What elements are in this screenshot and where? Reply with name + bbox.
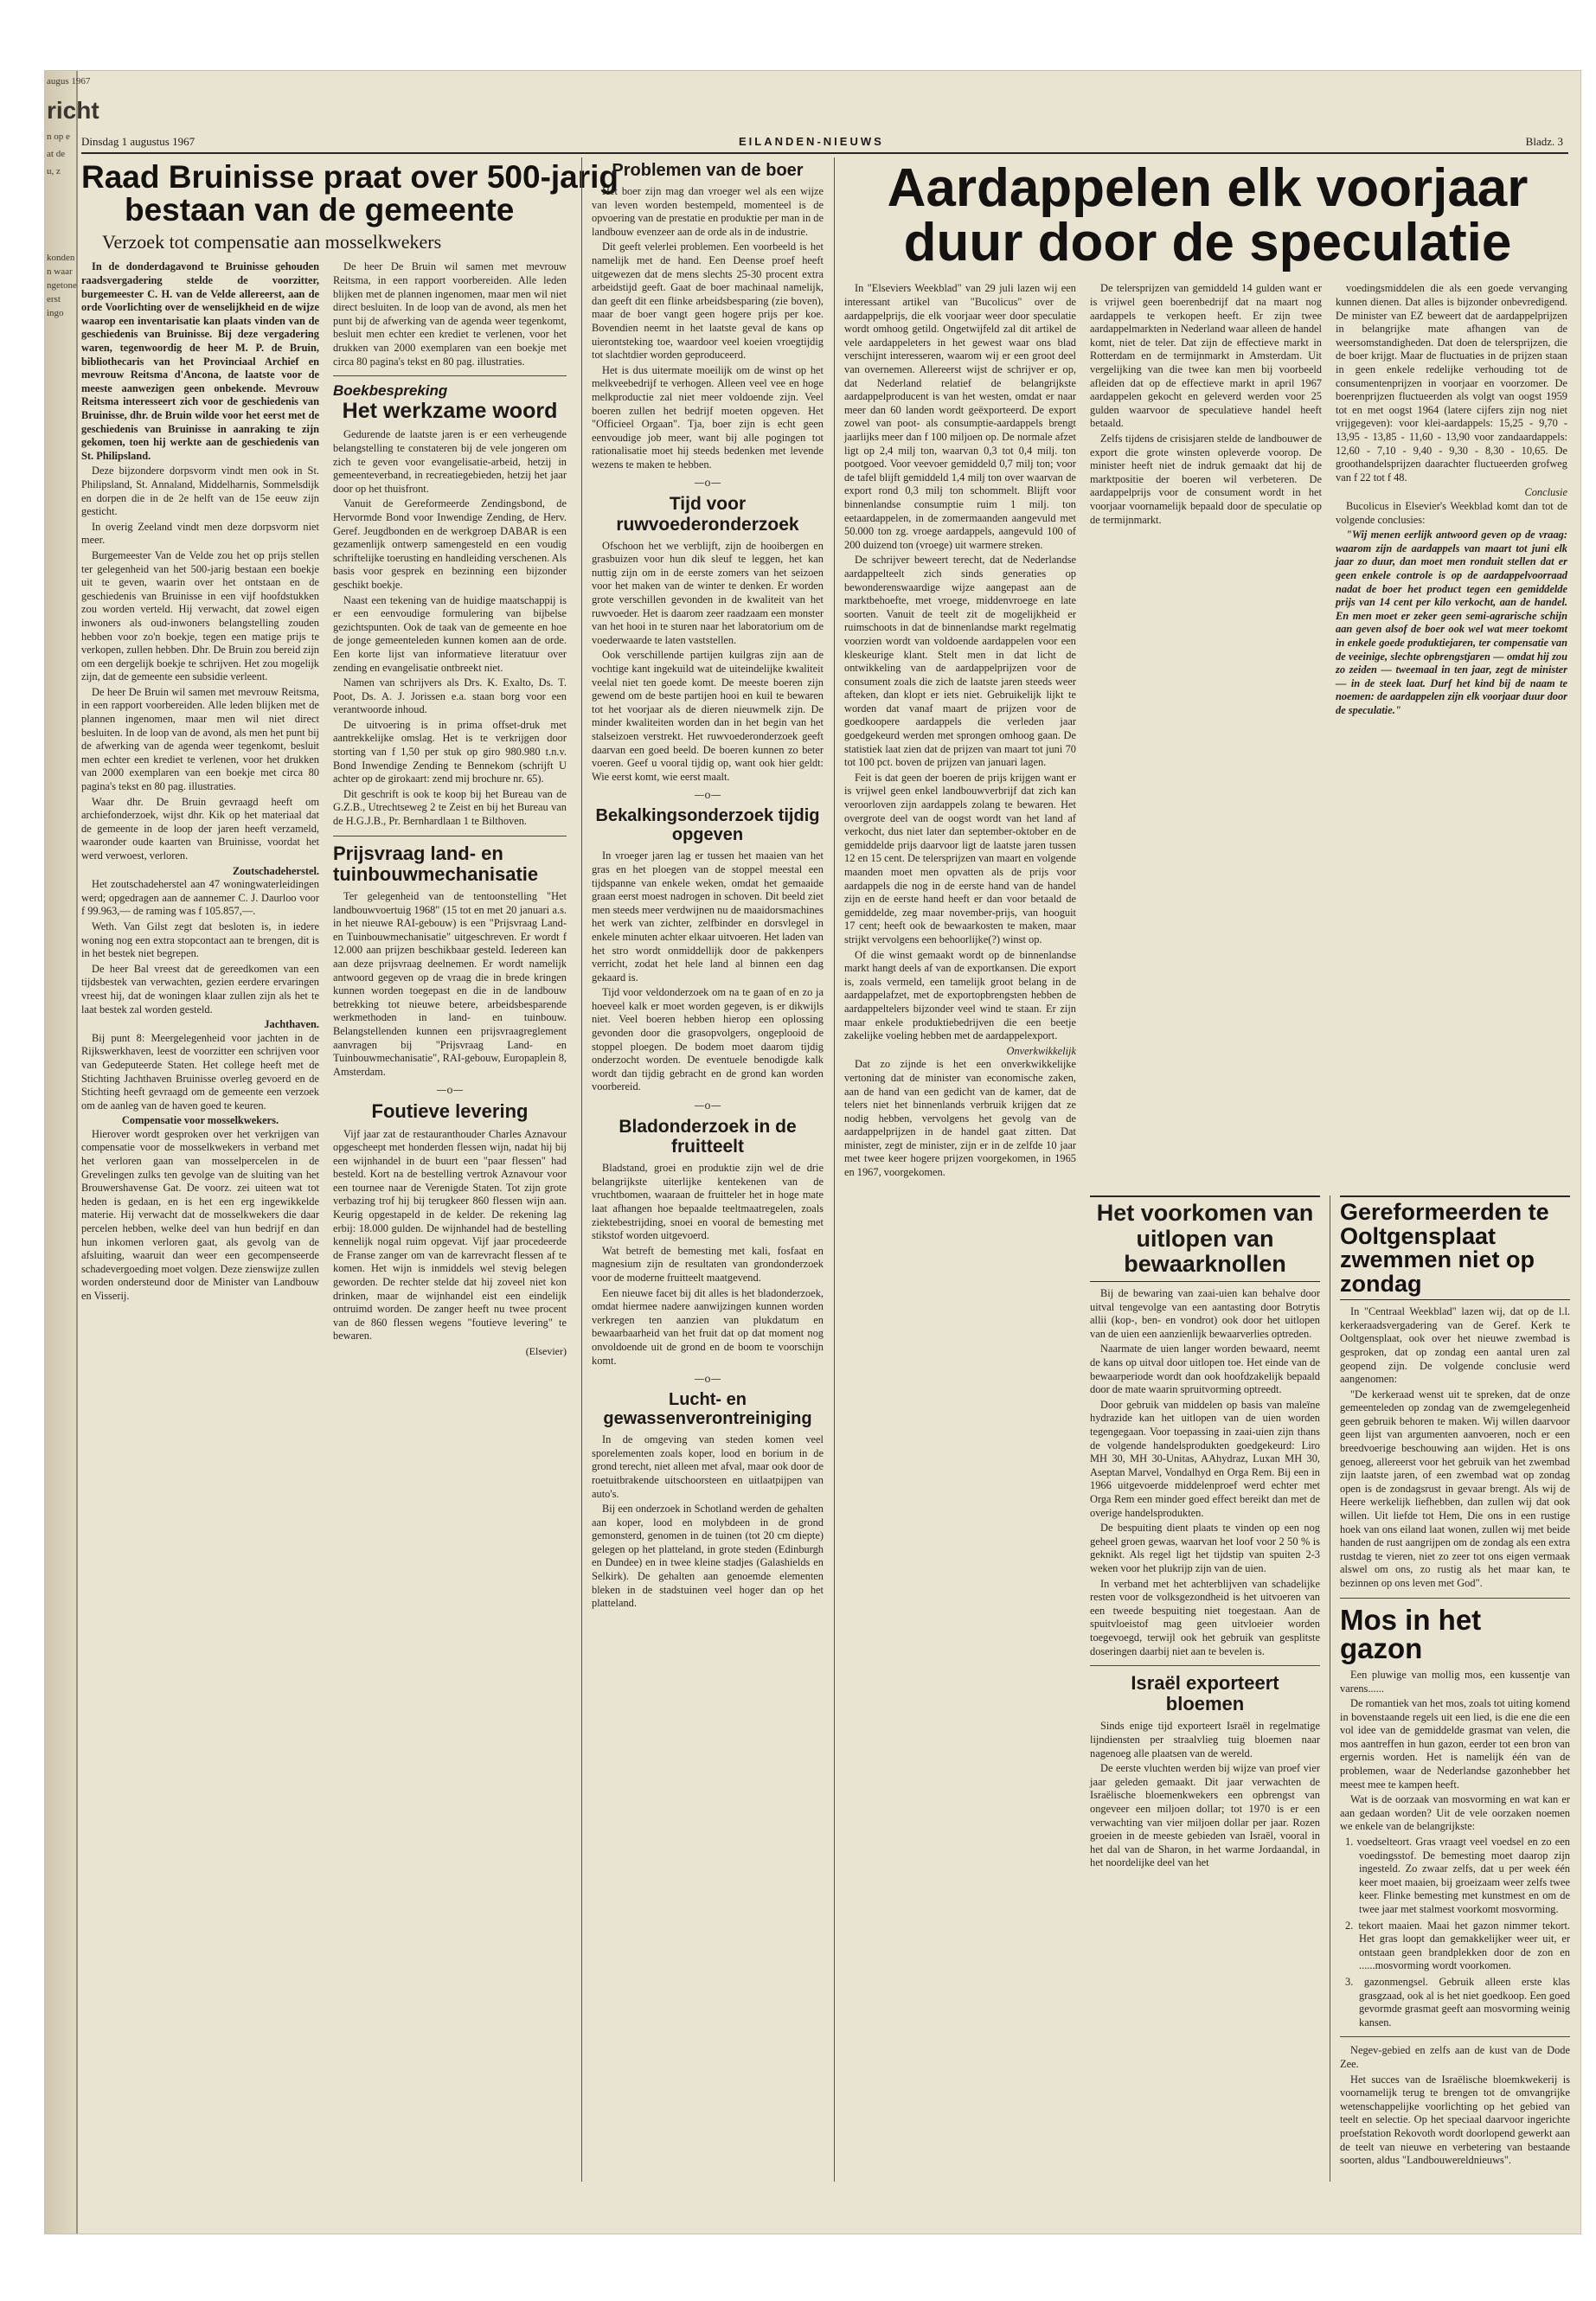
paragraph: In overig Zeeland vindt men deze dorpsvorm niet meer. <box>81 520 319 547</box>
list-item: 1. voedselteort. Gras vraagt veel voedsel en zo een voedingsstof. De bemesting moet daarop zijn ingesteld. Zo zwaar zelfs, dat u per week één keer moet maaien, bij groeizaam weer zelfs twee keer. Flinke bemesting met kunstmest en om de twee jaar met stalmest voorkomt mosvorming. <box>1345 1836 1570 1915</box>
headline: Het werkzame woord <box>342 398 558 423</box>
article-lucht <box>592 1390 824 1611</box>
paragraph: In "Centraal Weekblad" lazen wij, dat op de l.l. kerkeraadsvergadering van de Geref. Kerk te Ooltgensplaat, ook over het nieuwe zwembad is gesproken, dat op zondag een aantal uren zal geopend zijn. De volgende conclusie werd aangenomen: <box>1340 1305 1570 1386</box>
paragraph: Feit is dat geen der boeren de prijs krijgen want er is vrijwel geen enkel landbouwverbrijf dat zich kan veroorloven zijn aardappels zolang te bewaren. Het overgrote deel van de oogst wordt van het land af verkocht, dus niet later dan september-oktober en de gemiddelde prijs daarvoor ligt de laatste jaren tussen 12 en 15 cent. De telersprijzen van maart en volgende maanden moet men opvatten als de prijs voor aardappels die nog in de eerste hand van de handel zijn en de eerste hand heeft er dan voor betaald de gemiddelde, zeg maar november-prijs, van hooguit 17 cent; heeft ook de bewaarkosten te maken, maar strijkt vervolgens een behoorlijke(?) winst op. <box>844 771 1076 945</box>
paragraph: Zelfs tijdens de crisisjaren stelde de landbouwer de export die grote winsten opleverde voorop. De minister heeft niet de indruk gemaakt dat hij de marktpositie der boeren wil verbeteren. De aardappelprijs voor de consument wordt in het voorjaar voornamelijk bepaald door de speculatie op de termijnmarkt. <box>1090 433 1322 526</box>
paragraph: Ook verschillende partijen kuilgras zijn aan de vochtige kant ingekuild wat de uiteindelijke kwaliteit veelal niet ten goede komt. De meeste boeren zijn gewend om de beste partijen hooi en kuil te bewaren tot het voorjaar als de dieren nieuwmelk zijn. De minder kwaliteiten worden dan in het begin van het stalseizoen verstrekt. Het ruwvoederonderzoek geeft daarvan een goed beeld. De boeren kunnen zo beter voeren. Geef u vooral tijdig op, want ook hier geldt: Wie eerst komt, wie eerst maalt. <box>592 649 824 783</box>
headline: Gereformeerden te Ooltgensplaat zwemmen niet op zondag <box>1340 1199 1549 1297</box>
article-column <box>844 282 1076 1181</box>
paragraph: Ofschoon het we verblijft, zijn de hooibergen en grasbuizen voor hun dik sleuf te leggen, het kan nuttig zijn om in de eerste zomers van het seizoen voor het maken van de winter te denken. Er worden grote verschillen gevonden in de kwaliteit van het ruwvoeder. Het is daarom zeer raadzaam een monster van het hooi in te sturen naar het laboratorium om de voederwaarde te laten vaststellen. <box>592 539 824 646</box>
article-column <box>1090 282 1322 1181</box>
paragraph: Burgemeester Van de Velde zou het op prijs stellen ter gelegenheid van het 500-jarig bestaan een boekje uit te geven, waarin over het ontstaan en de geschiedenis van Bruinisse in een vijf hoofdstukken zou worden verteld. Hij verwacht, dat zowel eigen inwoners als oud-inwoners belangstelling zouden hebben voor zo'n boekje, tegen een matige prijs te verkopen, zullen hebben. Dhr. De Bruin zou bereid zijn om een dergelijk boekje te schrijven. Het zou mogelijk zijn, dat de gemeente een subsidie verleent. <box>81 548 319 683</box>
article-boekbespreking <box>333 383 567 828</box>
list-item: 2. tekort maaien. Maai het gazon nimmer tekort. Het gras loopt dan gemakkelijker weer uit, er ontstaan geen brandplekken door de zon en ......mosvorming wordt voorkomen. <box>1345 1919 1570 1972</box>
list-item: 3. gazonmengsel. Gebruik alleen erste klas grasgzaad, ook al is het niet goedkoop. Een goed gevormde grasmat geeft aan mosvorming weinig kansen. <box>1345 1975 1570 2029</box>
paragraph: Bij de bewaring van zaai-uien kan behalve door uitval tengevolge van een aantasting door Botrytis allii (kop-, ben- en vondrot) ook door het uitlopen van de uien een aanzienlijk bewaarverlies optreden. <box>1090 1287 1320 1340</box>
paragraph: De heer De Bruin wil samen met mevrouw Reitsma, in een rapport voorbereiden. Alle leden blijken met de plannen ingenomen, maar men wil niet direct besluiten. In de loop van de avond, als men het punt bij de afwerking van de agenda weer tegenkomt, besluit men echter een krediet te verlenen, voor het drukken van 2000 exemplaren van een boekje met circa 80 pagina's tekst en 80 pag. illustraties. <box>333 260 567 368</box>
headline: Foutieve levering <box>371 1100 529 1123</box>
subheading: Compensatie voor mosselkwekers. <box>121 1114 279 1127</box>
paragraph: De schrijver beweert terecht, dat de Nederlandse aardappelteelt zich sinds generaties op bewonderenswaardige wijze aangepast aan de marktbehoefte, met vroege, middenvroege en late soorten. Vanuit de teelt zit de mogelijkheid er ruimschoots in dat de binnenlandse markt regelmatig voorzien wordt van voldoende aardappelen voor een kleskeurige klant. Stelt men in dat licht de ontwikkeling van de aardappelprijzen voor de consument zoals die zich de laatste jaren steeds weer afteken, dan klopt er iets niet. Gebruikelijk lijkt te worden dat vanaf maart de prijzen voor de goedkoopere aardappels die verleden jaar goedgekeurd werden met sprongen omhoog gaan. De statistiek laat zien dat de prijzen van maart tot juni 70 tot 100 pct. boven de prijzen van januari lagen. <box>844 554 1076 769</box>
paragraph: Weth. Van Gilst zegt dat besloten is, in iedere woning nog een extra stopcontact aan te brengen, dit is in het bestek niet begrepen. <box>81 920 319 960</box>
paragraph: Het boer zijn mag dan vroeger wel als een wijze van leven worden bestempeld, momenteel is de opvoering van de prestatie en produktie per man in de landbouw evenzeer aan de orde als in de industrie. <box>592 185 824 238</box>
paragraph: De romantiek van het mos, zoals tot uiting komend in bovenstaande regels uit een lied, is die ene die een vol idee van de gemiddelde grasmat van velen, die mos aantreffen in hun gazon, eerder tot een bron van ergernis worden. Het is namelijk één van de problemen, waar de Nederlandse gazonhebber het meest mee te kampen heeft. <box>1340 1697 1570 1791</box>
paragraph: Wat betreft de bemesting met kali, fosfaat en magnesium zijn de resultaten van grondonderzoek voor de moderne fruitteelt maatgevend. <box>592 1244 824 1284</box>
headline: bestaan van de gemeente <box>125 191 515 228</box>
article-levering <box>333 1101 567 1358</box>
header-rule <box>81 152 1568 154</box>
article-column: De heer De Bruin wil samen met mevrouw Reitsma, in een rapport voorbereiden. Alle leden blijken met de plannen ingenomen, maar men wil niet direct besluiten. In de loop van de avond, als men het punt bij de afwerking van de agenda weer tegenkomt, besluit men echter een krediet te verlenen, voor het drukken van 2000 exemplaren van een boekje met circa 80 pagina's tekst en 80 pag. illustraties. Boekbespreking Het werkzame woord Gedurende de laatste jaren is er een verheugende belangstelling te constateren bij de vele jongeren om zich te geven voor evangelisatie-arbeid, hetzij in gemeenteverband, in recreatiegebieden, hetzij het jaar door op het thuisfront. Vanuit de Gereformeerde Zendingsbond, de Hervormde Bond voor Inwendige Zending, de Herv. Geref. Jeugdbonden en de werkgroep DABAR is een gezamenlijk ontwerp samengesteld en een voudig schriftelijke toerusting en handleiding verschenen. Als basis voor gesprek en bezinning een bijzonder geschikt boekje. Naast een tekening van de huidige maatschappij is er een eenvoudige formulering van bijbelse gezichtspunten. Ook de taak van de gemeente en hoe de jonge gemeenteleden kunnen komen aan de orde. Een korte lijst van informatieve literatuur over zending en evangelisatie ontbreekt niet. Namen van schrijvers als Drs. K. Exalto, Ds. T. Poot, Ds. A. J. Jorissen e.a. staan borg voor een verantwoorde inhoud. De uitvoering is in prima offset-druk met aantrekkelijke omslag. Het is te verkrijgen door storting van f 1,50 per stuk op giro 980.980 t.n.v. Bond Inwendige Zending te Bennekom (schrijft U achter op de girokaart: zend mij brochure nr. 65). Dit geschrift is ook te koop bij het Bureau van de G.Z.B., Utrechtseweg 2 te Zeist en bij het Bureau van de H.G.J.B., Pr. Bernhardlaan 1 te Bilthoven. Prijsvraag land- en tuinbouwmechanisatie Ter gelegenheid van de tentoonstelling "Het landbouwvoertuig 1968" (15 tot en met 20 januari a.s. in het nieuwe RAI-gebouw) is een "Prijsvraag Land- en Tuinbouwmechanisatie" uitgeschreven. Er wordt f 12.000 aan prijzen beschikbaar gesteld. Iedereen kan aan deze prijsvraag deelnemen. Er wordt namelijk antwoord gegeven op de vraag die in brede kringen kunnen worden toegepast en die in de landbouw betrekking tot nieuwe betere, arbeidsbesparende werkmethoden in land- en tuinbouw. Belangstellenden kunnen een prijsvraagreglement aanvragen bij "Prijsvraag Land- en Tuinbouwmechanisatie", RAI-gebouw, Europaplein 8, Amsterdam. —o— Foutieve levering Vijf jaar zat de restauranthouder Charles Aznavour opgescheept met honderden flessen wijn, nadat hij bij een wijnhandel in de buurt een "paar flessen" had besteld. Kort na de bestelling vertrok Aznavour voor een tournee naar de Verenigde Staten. Tot zijn grote verbazing trof hij bij terugkeer 860 flessen wijn aan. Keurig opgestapeld in de kelder. De rekening lag erbij: 18.000 gulden. De wijnhandel had de bestelling kennelijk nogal ruim opgevat. Vijf jaar procedeerde de Franse zanger om van de karrevracht flessen af te komen. Het wijn is inmiddels wel stevig belegen geworden. De rechter stelde dat hij zoveel niet kon drinken, maar de wijnhandel eist een eindelijk ontruimd worden. De zanger heeft nu twee procent van de 860 flessen wegens "foutieve levering" te bewaren. (Elsevier) <box>333 260 567 1357</box>
headline: Aardappelen elk voorjaar <box>887 158 1529 218</box>
headline: Raad Bruinisse praat over 500-jarig <box>81 159 619 195</box>
article-aardappelen <box>844 158 1571 1182</box>
article-israel <box>1090 1673 1320 1870</box>
subheading: Conclusie <box>1524 486 1567 499</box>
paragraph: Het is dus uitermate moeilijk om de winst op het melkveebedrijf te verhogen. Alleen veel vee en hoge melkproductie zal niet meer voldoende zijn. Veel boeren zullen het bedrijf moeten opgeven. Het "Officieel Orgaan". Tja, boer zijn is echt geen eenvoudige job meer, want bij alle pogingen tot rationalisatie moet hij steeds bedenken met levende wezens te maken te hebben. <box>592 363 824 471</box>
newspaper-page <box>45 71 1580 2234</box>
paragraph: Dit geeft velerlei problemen. Een voorbeeld is het namelijk met de hand. Een Deense proef heeft uitgewezen dat de mens slechts 25-30 procent extra arbeidstijd geeft. Gaat de boer machinaal namelijk, dan geeft dit een flinke arbeidsbesparing (zie boven), maar de boer vangt geen hogere prijs per koe. Bovendien neemt in het laatste geval de kans op uierontsteking toe, waardoor veel koeien vroegtijdig tot slachtdier worden geproduceerd. <box>592 240 824 362</box>
article-mos <box>1340 1603 1570 2030</box>
article-column <box>1336 282 1567 1181</box>
paragraph: Bij punt 8: Meergelegenheid voor jachten in de Rijkswerkhaven, leest de voorzitter een schrijven voor van Gedeputeerde Staten. Het college heeft met de Stichting Jachthaven Bruinisse overleg gevoerd en de Stichting heeft gevraagd om de gemeente een verzoek om de aanleg van de haven goed te keuren. <box>81 1031 319 1112</box>
paragraph: De eerste vluchten werden bij wijze van proef vier jaar geleden gemaakt. Dit jaar verwachten de Israëlische bloemenkwekers een opbrengst van ongeveer een miljoen dollar; tot 1970 is er een verwachting van vier miljoen dollar per jaar. Rozen groeien in de meeste gebieden van Israël, vooral in het dal van de Sharon, in het warme Jordaandal, in het noordelijke deel van het <box>1090 1762 1320 1869</box>
headline: duur door de speculatie <box>903 213 1512 273</box>
article-boeren <box>592 161 824 471</box>
prev-page-line: erst <box>47 294 61 304</box>
article-column <box>81 260 319 1358</box>
prev-page-line: u, z <box>47 166 61 176</box>
paragraph: "De kerkeraad wenst uit te spreken, dat de onze gemeenteleden op zondag van de zwemgelegenheid geen gebruik behoren te maken. Wij willen daarvoor geen lijst van argumenten aanvoeren, noch er een breedvoerige beschouwing aan wijden. Het is ons genoeg, allereerst voor het gebruik van het zwembad zijn laatste jaren, of een zwembad wat op zondag open is de zondagsrust in gevaar brengt. Als wij de Heere werkelijk liefhebben, dan zullen wij dat ook willen. Uit liefde tot Hem, Die ons in een rustige hoek van ons eiland laat wonen, zullen wij met beide handen de rust aangrijpen om de zondag als een extra rustdag te vieren, niet zo zeer tot ons eigen vermaak alswel om ons, zo rustig als het maar kan, te bezinnen op ons leven met God". <box>1340 1388 1570 1589</box>
paragraph: De bespuiting dient plaats te vinden op een nog geheel groen gewas, waarvan het loof voor 2 50 % is geknikt. Als regel ligt het tijdstip van spuiten 2-3 weken voor het plukrijp zijn van de uien. <box>1090 1522 1320 1574</box>
article-bladonderzoek <box>592 1117 824 1368</box>
article-bladziekte <box>1340 2044 1570 2167</box>
article-bruinisse <box>81 159 619 1358</box>
subheadline: Verzoek tot compensatie aan mosselkwekers <box>102 231 442 253</box>
paragraph: Of die winst gemaakt wordt op de binnenlandse markt hangt deels af van de exportkansen. Die export is, zoals vermeld, een tamelijk groot belang in de aardappelafzet, met de exportopbrengsten hebben de aardappeltelers bijzonder veel wind te staan. Er zijn maar enkele produktiebedrijven die een beetje zakelijke voeling hebben met de aardappelexport. <box>844 948 1076 1042</box>
article-ruwvoeder <box>592 494 824 784</box>
paragraph: De uitvoering is in prima offset-druk met aantrekkelijke omslag. Het is te verkrijgen door storting van f 1,50 per stuk op giro 980.980 t.n.v. Bond Inwendige Zending te Bennekom (schrijft U achter op de girokaart: zend mij brochure nr. 65). <box>333 718 567 785</box>
paragraph: Gedurende de laatste jaren is er een verheugende belangstelling te constateren bij de vele jongeren om zich te geven voor evangelisatie-arbeid, hetzij in gemeenteverband, in recreatiegebieden, hetzij het jaar door op het thuisfront. <box>333 428 567 495</box>
article-gereformeerden <box>1340 1195 1570 2170</box>
prev-page-line: ingo <box>47 308 64 318</box>
paragraph: In verband met het achterblijven van schadelijke resten voor de volksgezondheid is het uitvoeren van een tweede bespuiting niet toegestaan. Aan de spuitvloeistof mag geen uitvloeier worden toegevoegd, terwijl ook het gebruik van gesplitste doseringen daarbij niet aan te bevelen is. <box>1090 1577 1320 1657</box>
paragraph: Waar dhr. De Bruin gevraagd heeft om archiefonderzoek, wijst dhr. Kik op het materiaal dat de gemeente in de loop der jaren heeft verzameld, waaronder oude kaarten van Bruinisse, voordat het werd verwoest, verloren. <box>81 795 319 862</box>
kicker: Boekbespreking <box>333 382 448 400</box>
article-voorkomen <box>1090 1195 1320 1872</box>
prev-page-line: n op e <box>47 131 70 142</box>
subheading: Zoutschadeherstel. <box>232 864 319 877</box>
paragraph: De heer De Bruin wil samen met mevrouw Reitsma, in een rapport voorbereiden. Alle leden blijken met de plannen ingenomen, maar men wil niet direct besluiten. In de loop van de avond, als men het punt bij de afwerking van de agenda weer tegenkomt, besluit men echter een krediet te verlenen, voor het drukken van 2000 exemplaren van een boekje met circa 80 pagina's tekst en 80 pag. illustraties. <box>81 685 319 793</box>
paragraph: Vanuit de Gereformeerde Zendingsbond, de Hervormde Bond voor Inwendige Zending, de Herv. Geref. Jeugdbonden en de werkgroep DABAR is een gezamenlijk ontwerp samengesteld en een voudig schriftelijke toerusting en handleiding verschenen. Als basis voor gesprek en bezinning een bijzonder geschikt boekje. <box>333 497 567 591</box>
paragraph: Dat zo zijnde is het een onverkwikkelijke vertoning dat de minister van economische zaken, aan de hand van een gedicht van de kamer, dat de telers niet het binnenlands verbruik krijgen dat ze nodig hebben, vervolgens het gevolg van de aardappelprijzen in de handel gaat zitten. Dat minister, zegt de minister, zijn er in de zelfde 10 jaar met twee keer hogere prijzen voorgekomen, in 1965 en 1967, voorgekomen. <box>844 1058 1076 1179</box>
paragraph: Dit geschrift is ook te koop bij het Bureau van de G.Z.B., Utrechtseweg 2 te Zeist en bij het Bureau van de H.G.J.B., Pr. Bernhardlaan 1 te Bilthoven. <box>333 787 567 828</box>
paragraph: Een pluwige van mollig mos, een kussentje van varens...... <box>1340 1668 1570 1695</box>
prev-page-line: richt <box>47 97 99 124</box>
headline: Lucht- en gewassenverontreiniging <box>603 1390 812 1429</box>
paragraph: De telersprijzen van gemiddeld 14 gulden want er is vrijwel geen boerenbedrijf dat na maart nog aardappels te verkopen heeft. Er zijn twee aardappelmarkten in Nederland waar alleen de handel komt, niet de teler. Dat zijn de effectieve markt in Rotterdam en de termijnmarkt in Amsterdam. Uit vergelijking van die twee kan men bij voorbeeld afleiden dat op de effectieve markt in april 1967 aardappelen gekocht en geleverd werden voor 25 gulden waarvoor de speculatieve handel heeft betaald. <box>1090 282 1322 430</box>
subheading: Jachthaven. <box>264 1018 319 1031</box>
headline: Mos in het gazon <box>1340 1603 1482 1665</box>
article-bekalking <box>592 806 824 1094</box>
paragraph: Namen van schrijvers als Drs. K. Exalto, Ds. T. Poot, Ds. A. J. Jorissen e.a. staan borg voor een verantwoorde inhoud. <box>333 676 567 716</box>
paragraph: Wat is de oorzaak van mosvorming en wat kan er aan gedaan worden? Uit de vele oorzaken noemen we enkele van de belangrijkste: <box>1340 1793 1570 1833</box>
paragraph: Tijd voor veldonderzoek om na te gaan of en zo ja hoeveel kalk er moet worden gegeven, is er dikwijls niet. Veel boeren hebben hierop een oplossing gevonden door die grasopvolgers, ongeplooid de stoppel ploegen. De bodem moet daarom tijdig onderzocht worden. De eventuele benodigde kalk wordt dan tijdig gebracht en de grond kan worden voorbereid. <box>592 986 824 1093</box>
prev-page-line: ngetone <box>47 280 77 291</box>
paragraph: Bladstand, groei en produktie zijn wel de drie belangrijkste uiterlijke kentekenen van de vruchtbomen, waaraan de fruitteler het in hoge mate laat afhangen hoe bepaalde teeltmaatregelen, zoals ziektebestrijding, snoei en vooral de bemesting met stikstof worden uitgevoerd. <box>592 1162 824 1242</box>
paragraph: In "Elseviers Weekblad" van 29 juli lazen wij een interessant artikel van "Bucolicus" over de aardappelprijs, die elk voorjaar weer door speculatie wordt omhoog getild. Ongetwijfeld zal dit artikel de vele aardappeleters in het gewest waar ons blad verschijnt interesseren, waarom wij er een groot deel van overnemen. Allereerst wijst de schrijver er op, dat Nederland relatief de belangrijkste aardappelproducent is van het westen, omdat er naar meer dan 60 landen wordt geëxporteerd. De export zowel van poot- als consumptie-aardappels brengt jaarlijks meer dan f 100 miljoen op. De normale afzet ligt op 2,4 milj ton, waarvan 0,3 tot 0,4 milj. ton pootgoed. Voor veevoer gemiddeld 0,7 milj ton; voor de tafel blijft gemiddeld 1,4 milj ton over waarvan de export rond 0,3 milj ton schommelt. Blijft voor binnenlandse consumptie ruim 1 milj. ton eetaardappelen, in de zomermaanden aangevuld met 50.000 ton zg. vroege aardappels, aangevuld 100 of 200 duizend ton (vroege) uit warmere streken. <box>844 282 1076 551</box>
paragraph: Sinds enige tijd exporteert Israël in regelmatige lijndiensten per straalvlieg tuig bloemen naar nagenoeg alle plaatsen van de wereld. <box>1090 1720 1320 1759</box>
column-rule <box>834 157 835 2182</box>
paragraph: Het zoutschadeherstel aan 47 woningwaterleidingen werd; opgedragen aan de aannemer C. J. Daurloo voor f 99.963,— de raming was f 105.857,—. <box>81 878 319 918</box>
headline: Israël exporteert bloemen <box>1131 1672 1279 1715</box>
prev-page-line: at de <box>47 149 66 159</box>
prev-page-line: konden <box>47 253 75 263</box>
headline: Prijsvraag land- en tuinbouwmechanisatie <box>333 842 539 885</box>
subheading: Onverkwikkelijk <box>1006 1044 1076 1057</box>
paragraph: voedingsmiddelen die als een goede vervanging kunnen dienen. Dat alles is bijzonder onbevredigend. De minister van EZ beweert dat de aardappelprijzen in belangrijke mate afhangen van de weersomstandigheden. Dat doen de telersprijzen, die de boer krijgt. Maar de fluctuaties in de prijzen staan in geen enkele redelijke verhouding tot de consumentenprijzen in voorjaar en voorzomer. De boerenprijzen fluctueerden als volgt van oogst 1959 tot en met oogst 1964 (latere cijfers zijn nog niet vrijgegeven): voor klei-aardappels: 15,25 - 9,70 - 13,95 - 13,85 - 11,60 - 13,90 voor zandaardappels: 12,60 - 7,10 - 9,40 - 9,30 - 8,30 - 10,65. De groothandelsprijzen daarachter fluctueerden grofweg van f 22 tot f 48. <box>1336 282 1567 484</box>
column-farming: Problemen van de boer Het boer zijn mag dan vroeger wel als een wijze van leven worden bestempeld, momenteel is de opvoering van de prestatie en produktie per man in de landbouw evenzeer aan de orde als in de industrie. Dit geeft velerlei problemen. Een voorbeeld is het namelijk met de hand. Een Deense proef heeft uitgewezen dat de mens slechts 25-30 procent extra arbeidstijd geeft. Gaat de boer machinaal namelijk, dan geeft dit een flinke arbeidsbesparing (zie boven), maar de boer vangt geen hogere prijs per koe. Bovendien neemt in het laatste geval de kans op uierontsteking toe, waardoor veel koeien vroegtijdig tot slachtdier worden geproduceerd. Het is dus uitermate moeilijk om de winst op het melkveebedrijf te verhogen. Alleen veel vee en hoge melkproductie zal niet meer voldoende zijn. Veel boeren zullen het bedrijf moeten opgeven. Het "Officieel Orgaan". Tja, boer zijn is echt geen eenvoudige job meer, want bij alle pogingen tot rationalisatie moet hij steeds bedenken met levende wezens te maken te hebben. —o— Tijd voor ruwvoederonderzoek Ofschoon het we verblijft, zijn de hooibergen en grasbuizen voor hun dik sleuf te leggen, het kan nuttig zijn om in de eerste zomers van het seizoen voor het maken van de winter te denken. Er worden grote verschillen gevonden in de kwaliteit van het ruwvoeder. Het is daarom zeer raadzaam een monster van het hooi in te sturen naar het laboratorium om de voederwaarde te laten vaststellen. Ook verschillende partijen kuilgras zijn aan de vochtige kant ingekuild wat de uiteindelijke kwaliteit veelal niet ten goede komt. De meeste boeren zijn gewend om de beste partijen hooi en kuil te bewaren tot het voorjaar als de dieren nieuwmelk zijn. De minder kwaliteiten worden dan in het begin van het stalseizoen verstrekt. Het ruwvoederonderzoek geeft daarvan een goed beeld. De boeren kunnen zo beter voeren. Geef u vooral tijdig op, want ook hier geldt: Wie eerst komt, wie eerst maalt. —o— Bekalkingsonderzoek tijdig opgeven In vroeger jaren lag er tussen het maaien van het gras en het ploegen van de stoppel meestal een tijdspanne van enkele weken, omdat het gemaaide graan eerst moest nadrogen in schoven. Dit beeld ziet men steeds meer verdwijnen nu de maaidorsmachines het werk van zichter, zelfbinder en dorsvlegel in enkele minuten achter elkaar uitvoeren. Het laden van het stro wordt onmiddellijk door de pakkenpers verricht, zodat het hele land al binnen een dag gekaard is. Tijd voor veldonderzoek om na te gaan of en zo ja hoeveel kalk er moet worden gegeven, is er dikwijls niet. Veel boeren hebben hierop een oplossing gevonden door die grasopvolgers, ongeplooid de stoppel ploegen. De bodem moet daarom tijdig onderzocht worden. De eventuele benodigde kalk wordt dan tijdig gebracht en de grond kan worden voorbereid. —o— Bladonderzoek in de fruitteelt Bladstand, groei en produktie zijn wel de drie belangrijkste uiterlijke kentekenen van de vruchtbomen, waaraan de fruitteler het in hoge mate laat afhangen hoe bepaalde teeltmaatregelen, zoals ziektebestrijding, snoei en vooral de bemesting met stikstof worden uitgevoerd. Wat betreft de bemesting met kali, fosfaat en magnesium zijn de resultaten van grondonderzoek voor de moderne fruitteelt maatgevend. Een nieuwe facet bij dit alles is het bladonderzoek, omdat hiermee nadere aanwijzingen kunnen worden verkregen ten aanzien van plukdatum en bewaarbaarheid van het fruit dat op dat moment nog onvoldoende uit de grond en de boom te voorschijn komt. —o— Lucht- en gewassenverontreiniging In de omgeving van steden komen veel sporelementen zoals koper, lood en borium in de grond terecht, niet alleen met afval, maar ook door de roetuitbrakende uitschoorsteen en uitlaatpijpen van auto's. Bij een onderzoek in Schotland werden de gehalten aan koper, lood en molybdeen in de grond gemonsterd, genomen in de tuinen (tot 20 cm diepte) gelegen op het platteland, in grote steden (Edinburgh en Dundee) en in twee kleine stadjes (Galashields en Selkirk). De gehalten aan genoemde elementen bleken in de stadstuinen veel hoger dan op het platteland. <box>592 161 824 1610</box>
page-content <box>81 71 1580 2234</box>
article-prijsvraag <box>333 843 567 1080</box>
headline: Het voorkomen van uitlopen van bewaarknollen <box>1096 1200 1314 1278</box>
paragraph: In vroeger jaren lag er tussen het maaien van het gras en het ploegen van de stoppel meestal een tijdspanne van enkele weken, omdat het gemaaide graan eerst moest nadrogen in schoven. Dit beeld ziet men steeds meer verdwijnen nu de maaidorsmachines het werk van zichter, zelfbinder en dorsvlegel in enkele minuten achter elkaar uitvoeren. Het laden van het stro wordt onmiddellijk door de pakkenpers verricht, zodat het hele land al binnen een dag gekaard is. <box>592 849 824 984</box>
column-rule <box>581 157 582 2182</box>
source: (Elsevier) <box>525 1345 567 1357</box>
paragraph: Door gebruik van middelen op basis van maleïne hydrazide kan het uitlopen van de uien worden tegengegaan. Voor toepassing in zaai-uien zijn thans de volgende handelsprodukten goedgekeurd: Liro MH 30, MH 30-Unitas, AAhydraz, Luxan MH 30, Aseptan Marvel, Vondalhyd en Orga Rem. Bij een in 1966 uitgevoerde middelenproef werd echter met Orga Rem een minder goed effect bereikt dan met de overige handelsprodukten. <box>1090 1398 1320 1519</box>
headline: Tijd voor ruwvoederonderzoek <box>616 494 799 535</box>
paragraph: Deze bijzondere dorpsvorm vindt men ook in St. Philipsland, St. Annaland, Middelharnis, Sommelsdijk en dorpen die in de 2e helft van de 15e eeuw zijn gesticht. <box>81 465 319 518</box>
paragraph: Naarmate de uien langer worden bewaard, neemt de kans op uitval door uitlopen toe. Het einde van de bewaarperiode wordt dan ook hoofdzakelijk bepaald door de mate waarin spruitvorming optreedt. <box>1090 1343 1320 1396</box>
prev-page-line: n waar <box>47 266 73 277</box>
paragraph: De heer Bal vreest dat de gereedkomen van een tijdsbestek van verwachten, gezien eerdere ervaringen vreest hij, dat de woningen klaar zullen zijn als het te laat bestek zal worden gesteld. <box>81 962 319 1016</box>
quote: "Wij menen eerlijk antwoord geven op de vraag: waarom zijn de aardappels van maart tot juni elk jaar zo duur, dan moet men ronduit stellen dat er geen enkele controle is op de aardappelvoorraad nadat de boer het product tegen een gemiddelde prijs van 14 cent per kilo verkocht, aan de handel. En men moet er zeker geen semi-agrarische schijn aan geven alsof de boer ook wel wat meer toekomt in enkele goede produktiejaren, ter compensatie van de veeinige, slechte opbrengstjaren — omdat hij zou zo zeiden — tweemaal in ten jaar, zegt de minister — in de steek laat. Durf het kind bij de naam te noemen: de aardappelen zijn elk voorjaar duur door de speculatie." <box>1336 529 1567 716</box>
paragraph: Hierover wordt gesproken over het verkrijgen van compensatie voor de mosselkwekers in verband met het verloren gaan van mosselpercelen in de Grevelingen zulks ten gevolge van de sluiting van het Brouwershavense Gat. De voorz. zei uiteen wat tot heden is gedaan, en is het een erg ingewikkelde materie. Hij verwacht dat de mosselkwekers die daar percelen hebben, welke deel van hun bedrijf en dan hun inkomen verloren gaat, als gevolg van de afsluiting, waaruit dan weer een gecompenseerde schadevergoeding moet volgen. Deze zienswijze zullen worden ondersteund door de Minister van Landbouw en Visserij. <box>81 1127 319 1302</box>
headline: Problemen van de boer <box>612 161 804 180</box>
paragraph: Vijf jaar zat de restauranthouder Charles Aznavour opgescheept met honderden flessen wijn, nadat hij bij een wijnhandel in de buurt een "paar flessen" had besteld. Kort na de bestelling vertrok Aznavour voor een tournee naar de Verenigde Staten. Tot zijn grote verbazing trof hij bij terugkeer 860 flessen wijn aan. Keurig opgestapeld in de kelder. De rekening lag erbij: 18.000 gulden. De wijnhandel had de bestelling kennelijk nogal ruim opgevat. Vijf jaar procedeerde de Franse zanger om van de karrevracht flessen af te komen. Het wijn is inmiddels wel stevig belegen geworden. De rechter stelde dat hij zoveel niet kon drinken, maar de wijnhandel eist een eindelijk ontruimd worden. De zanger heeft nu twee procent van de 860 flessen wegens "foutieve levering" te bewaren. <box>333 1127 567 1343</box>
headline: Bekalkingsonderzoek tijdig opgeven <box>595 806 820 845</box>
masthead: EILANDEN-NIEUWS <box>739 135 884 148</box>
prev-page-line: augus 1967 <box>47 76 91 87</box>
paragraph: Bij een onderzoek in Schotland werden de gehalten aan koper, lood en molybdeen in de grond gemonsterd, genomen in de tuinen (tot 20 cm diepte) gelegen op het platteland, in grote steden (Edinburgh en Dundee) en in twee kleine stadjes (Galashields en Selkirk). De gehalten aan genoemde elementen bleken in de stadstuinen veel hoger dan op het platteland. <box>592 1503 824 1610</box>
previous-page-edge <box>45 71 99 2234</box>
headline: Bladonderzoek in de fruitteelt <box>619 1117 797 1157</box>
paragraph: In de omgeving van steden komen veel sporelementen zoals koper, lood en borium in de grond terecht, niet alleen met afval, maar ook door de roetuitbrakende uitschoorsteen en uitlaatpijpen van auto's. <box>592 1433 824 1500</box>
paragraph: Naast een tekening van de huidige maatschappij is er een eenvoudige formulering van bijbelse gezichtspunten. Ook de taak van de gemeente en hoe de jonge gemeenteleden kunnen komen aan de orde. Een korte lijst van informatieve literatuur over zending en evangelisatie ontbreekt niet. <box>333 593 567 674</box>
article-lead: In de donderdagavond te Bruinisse gehouden raadsvergadering stelde de voorzitter, burgemeester C. H. van de Velde allereerst, aan de orde Voorlichting over de wenselijkheid en de wijze waarop een inventarisatie kan plaats vinden van de geschiedenis van Bruinisse. Bij deze vergadering waren, tegenwoordig de heer M. P. de Bruin, bibliothecaris van het Provinciaal Archief en mevrouw Reitsma d'Ancona, de laatste voor de meeste aanwezigen geen onbekende. Mevrouw Reitsma interesseert zich voor de geschiedenis van Bruinisse, dhr. de Bruin wilde voor het eerst met de geschiedenis van Bruinisse in aanraking te zijn gekomen, toen hij werkte aan de geschiedenis van St. Philipsland. <box>81 260 319 462</box>
paragraph: Bucolicus in Elsevier's Weekblad komt dan tot de volgende conclusies: <box>1336 499 1567 526</box>
page-date: Dinsdag 1 augustus 1967 <box>81 135 195 148</box>
paragraph: Het succes van de Israëlische bloemkwekerij is voornamelijk terug te brengen tot de omvangrijke wetenschappelijke voorlichting op het gebied van teelt en selectie. Op het speciaal daarvoor ingerichte proefstation Rekovoth wordt doorlopend gewerkt aan de teelt van nieuwe en verbetering van bestaande soorten, aldus "Landbouwereldnieuws". <box>1340 2073 1570 2167</box>
paragraph: Negev-gebied en zelfs aan de kust van de Dode Zee. <box>1340 2044 1570 2070</box>
paragraph: Een nieuwe facet bij dit alles is het bladonderzoek, omdat hiermee nadere aanwijzingen kunnen worden verkregen ten aanzien van plukdatum en bewaarbaarheid van het fruit dat op dat moment nog onvoldoende uit de grond en de boom te voorschijn komt. <box>592 1286 824 1367</box>
page-number: Bladz. 3 <box>1525 135 1563 148</box>
paragraph: Ter gelegenheid van de tentoonstelling "Het landbouwvoertuig 1968" (15 tot en met 20 januari a.s. in het nieuwe RAI-gebouw) is een "Prijsvraag Land- en Tuinbouwmechanisatie" uitgeschreven. Er wordt f 12.000 aan prijzen beschikbaar gesteld. Iedereen kan aan deze prijsvraag deelnemen. Er wordt namelijk antwoord gegeven op de vraag die in brede kringen kunnen worden toegepast en die in de landbouw betrekking tot nieuwe betere, arbeidsbesparende werkmethoden in land- en tuinbouw. Belangstellenden kunnen een prijsvraagreglement aanvragen bij "Prijsvraag Land- en Tuinbouwmechanisatie", RAI-gebouw, Europaplein 8, Amsterdam. <box>333 890 567 1078</box>
